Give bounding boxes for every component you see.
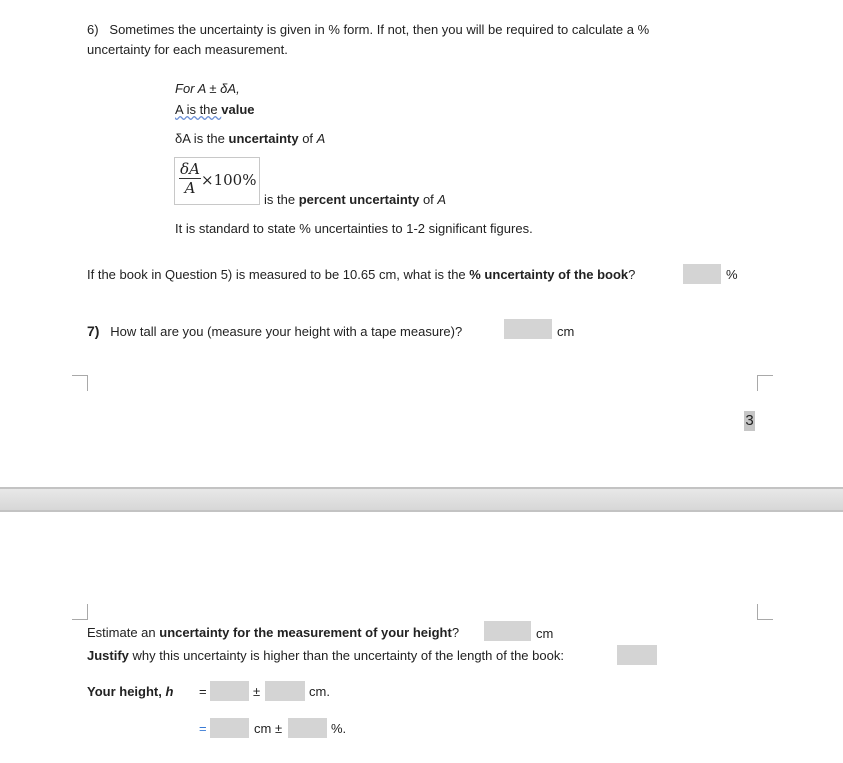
estimate-question: Estimate an uncertainty for the measurement of your height? [87, 625, 460, 640]
q7-question: How tall are you (measure your height with a tape measure)? [110, 324, 463, 339]
formula-denominator: A [184, 179, 196, 197]
height-row1-plus-minus: ± [253, 684, 261, 699]
height-uncertainty-input[interactable] [484, 621, 531, 641]
corner-mark-bottom-right [757, 375, 773, 391]
height-row1-equals: = [199, 684, 207, 699]
height-uncertainty-unit: cm [536, 626, 554, 641]
formula-fraction [179, 160, 201, 197]
height-value-input[interactable] [210, 681, 249, 701]
standard-note: It is standard to state % uncertainties to 1-2 significant figures. [175, 221, 533, 236]
page-separator [0, 487, 843, 512]
formula-numerator: δA [180, 160, 200, 178]
height-row1-unit: cm. [309, 684, 330, 699]
height-value-input-2[interactable] [210, 718, 249, 738]
definition-for: For A ± δA, [175, 81, 240, 96]
q6-text-line2: uncertainty for each measurement. [87, 42, 288, 57]
q6-number: 6) [87, 22, 99, 37]
justify-question: Justify why this uncertainty is higher than the uncertainty of the length of the book: [87, 648, 564, 663]
percent-uncertainty-formula [174, 157, 260, 205]
definition-percent-uncertainty: is the percent uncertainty of A [264, 192, 447, 207]
height-percent-uncertainty-input[interactable] [288, 718, 327, 738]
height-abs-uncertainty-input[interactable] [265, 681, 305, 701]
height-unit: cm [557, 324, 575, 339]
your-height-label: Your height, h [87, 684, 174, 699]
page-number: 3 [745, 412, 754, 429]
q7-number: 7) [87, 323, 100, 339]
definition-value: A is the value [175, 102, 255, 117]
height-row2-equals: = [199, 721, 207, 736]
q6-text: Sometimes the uncertainty is given in % form. If not, then you will be required to calculate a % [109, 22, 650, 37]
book-percent-unit: % [726, 267, 738, 282]
corner-mark-top-left [72, 604, 88, 620]
formula-times: ×100% [201, 171, 257, 189]
corner-mark-top-right [757, 604, 773, 620]
justify-input[interactable] [617, 645, 657, 665]
height-row2-unit-percent: %. [331, 721, 347, 736]
corner-mark-bottom-left [72, 375, 88, 391]
q7-line [87, 323, 462, 339]
book-question: If the book in Question 5) is measured to be 10.65 cm, what is the % uncertainty of the book? [87, 267, 636, 282]
height-row2-unit-cm: cm ± [254, 721, 283, 736]
q6-text-line1 [87, 22, 649, 37]
height-input[interactable] [504, 319, 552, 339]
definition-uncertainty: δA is the uncertainty of A [175, 131, 326, 146]
book-percent-uncertainty-input[interactable] [683, 264, 721, 284]
